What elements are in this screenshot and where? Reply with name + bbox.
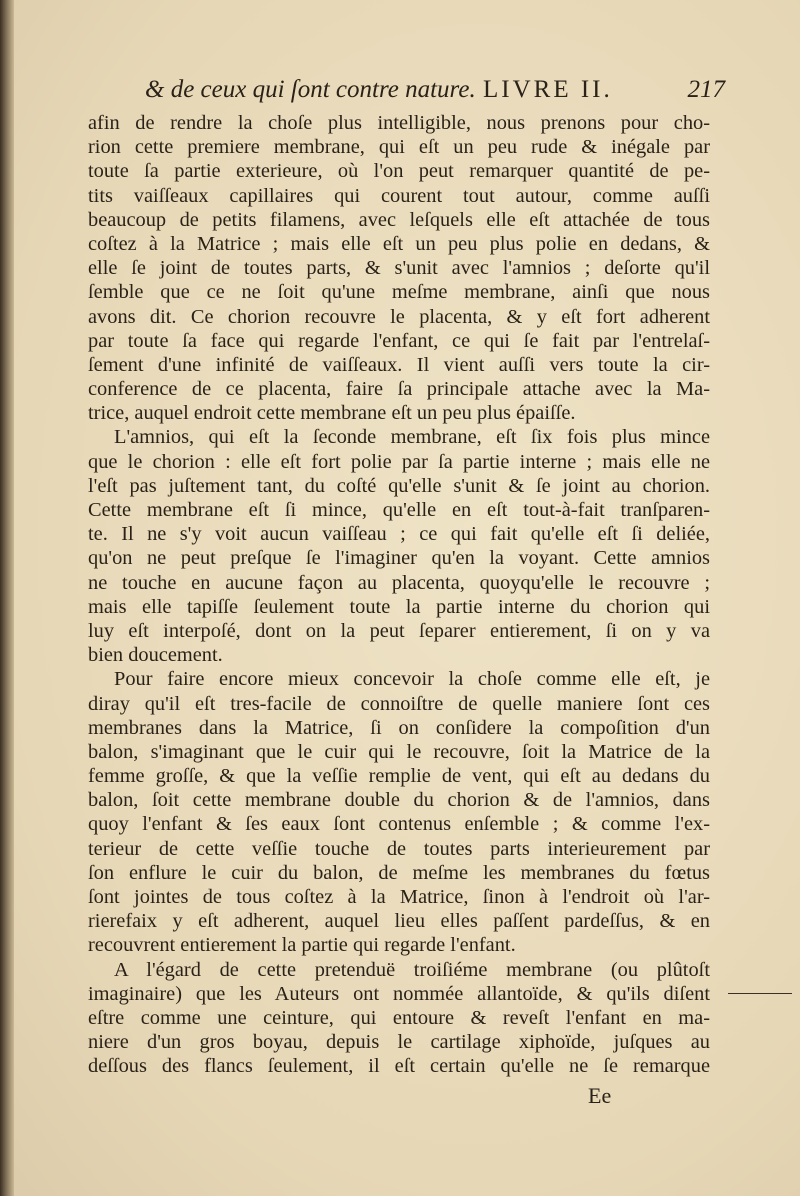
- text-line: elle ſe joint de toutes parts, & s'unit avec l'amnios ; deſorte qu'il: [88, 257, 710, 280]
- text-line: niere d'un gros boyau, depuis le cartilage xiphoïde, juſques au: [88, 1031, 710, 1054]
- text-line: rion cette premiere membrane, qui eſt un peu rude & inégale par: [88, 136, 710, 159]
- text-line: terieur de cette veſſie touche de toutes parts interieurement par: [88, 837, 710, 860]
- text-line: diray qu'il eſt tres-facile de connoiſtre de quelle maniere ſont ces: [88, 692, 710, 715]
- text-line: te. Il ne s'y voit aucun vaiſſeau ; ce qui fait qu'elle eſt ſi deliée,: [88, 523, 710, 546]
- text-line: bien doucement.: [88, 644, 223, 667]
- page-header: [145, 76, 725, 110]
- book-number: LIVRE II.: [483, 76, 613, 103]
- text-line: avons dit. Ce chorion recouvre le placenta, & y eſt fort adherent: [88, 305, 710, 328]
- text-line: mais elle tapiſſe ſeulement toute la partie interne du chorion qui: [88, 595, 710, 618]
- binding-gutter: [0, 0, 14, 1196]
- text-line: tits vaiſſeaux capillaires qui courent tout autour, comme auſſi: [88, 184, 710, 207]
- page-number: 217: [687, 76, 725, 103]
- catchword: Ee: [588, 1083, 612, 1108]
- text-line: toute ſa partie exterieure, où l'on peut remarquer quantité de pe-: [88, 160, 710, 183]
- text-line: femme groſſe, & que la veſſie remplie de vent, qui eſt au dedans du: [88, 765, 710, 788]
- text-line: que le chorion : elle eſt fort polie par ſa partie interne ; mais elle ne: [88, 450, 710, 473]
- text-line: ſemble que ce ne ſoit qu'une meſme membrane, ainſi que nous: [88, 281, 710, 304]
- text-line: imaginaire) que les Auteurs ont nommée allantoïde, & qu'ils diſent: [88, 982, 710, 1005]
- text-line: rierefaix y eſt adherent, auquel lieu elles paſſent pardeſſus, & en: [88, 910, 710, 933]
- text-line: qu'on ne peut preſque ſe l'imaginer qu'en la voyant. Cette amnios: [88, 547, 710, 570]
- text-line: beaucoup de petits filamens, avec leſquels elle eſt attachée de tous: [88, 208, 710, 231]
- text-line: balon, ſoit cette membrane double du chorion & de l'amnios, dans: [88, 789, 710, 812]
- text-line: recouvrent entierement la partie qui regarde l'enfant.: [88, 934, 516, 957]
- text-line: eſtre comme une ceinture, qui entoure & reveſt l'enfant en ma-: [88, 1006, 710, 1029]
- text-line: luy eſt interpoſé, dont on la peut ſeparer entierement, ſi on y va: [88, 619, 710, 642]
- text-line: trice, auquel endroit cette membrane eſt un peu plus épaiſſe.: [88, 402, 576, 425]
- running-head: & de ceux qui ſont contre nature.: [145, 76, 476, 103]
- text-line: balon, s'imaginant que le cuir qui le recouvre, ſoit la Matrice de la: [88, 740, 710, 763]
- text-line: A l'égard de cette pretenduë troiſiéme membrane (ou plûtoſt: [114, 958, 710, 981]
- text-line: ſement d'une infinité de vaiſſeaux. Il vient auſſi vers toute la cir-: [88, 353, 710, 376]
- text-line: membranes dans la Matrice, ſi on conſidere la compoſition d'un: [88, 716, 710, 739]
- body-text: [88, 111, 710, 1079]
- text-line: coſtez à la Matrice ; mais elle eſt un peu plus polie en dedans, &: [88, 232, 710, 255]
- text-line: L'amnios, qui eſt la ſeconde membrane, eſt ſix fois plus mince: [114, 426, 710, 449]
- text-line: ſont jointes de tous coſtez à la Matrice, ſinon à l'endroit où l'ar-: [88, 886, 710, 908]
- text-line: afin de rendre la choſe plus intelligible, nous prenons pour cho-: [88, 112, 710, 134]
- text-line: ne touche en aucune façon au placenta, quoyqu'elle le recouvre ;: [88, 571, 710, 594]
- text-line: ſon enflure le cuir du balon, de meſme les membranes du fœtus: [88, 861, 710, 884]
- text-line: conference de ce placenta, faire ſa principale attache avec la Ma-: [88, 378, 710, 401]
- text-line: quoy l'enfant & ſes eaux ſont contenus enſemble ; & comme l'ex-: [88, 813, 710, 836]
- text-line: par toute ſa face qui regarde l'enfant, ce qui ſe fait par l'entrelaſ-: [88, 329, 710, 352]
- text-line: Pour faire encore mieux concevoir la choſe comme elle eſt, je: [114, 668, 710, 691]
- text-line: Cette membrane eſt ſi mince, qu'elle en eſt tout-à-fait tranſparen-: [88, 499, 710, 521]
- text-line: deſſous des flancs ſeulement, il eſt certain qu'elle ne ſe remarque: [88, 1055, 710, 1078]
- margin-rule: [728, 993, 792, 994]
- text-line: l'eſt pas juſtement tant, du coſté qu'elle s'unit & ſe joint au chorion.: [88, 474, 710, 497]
